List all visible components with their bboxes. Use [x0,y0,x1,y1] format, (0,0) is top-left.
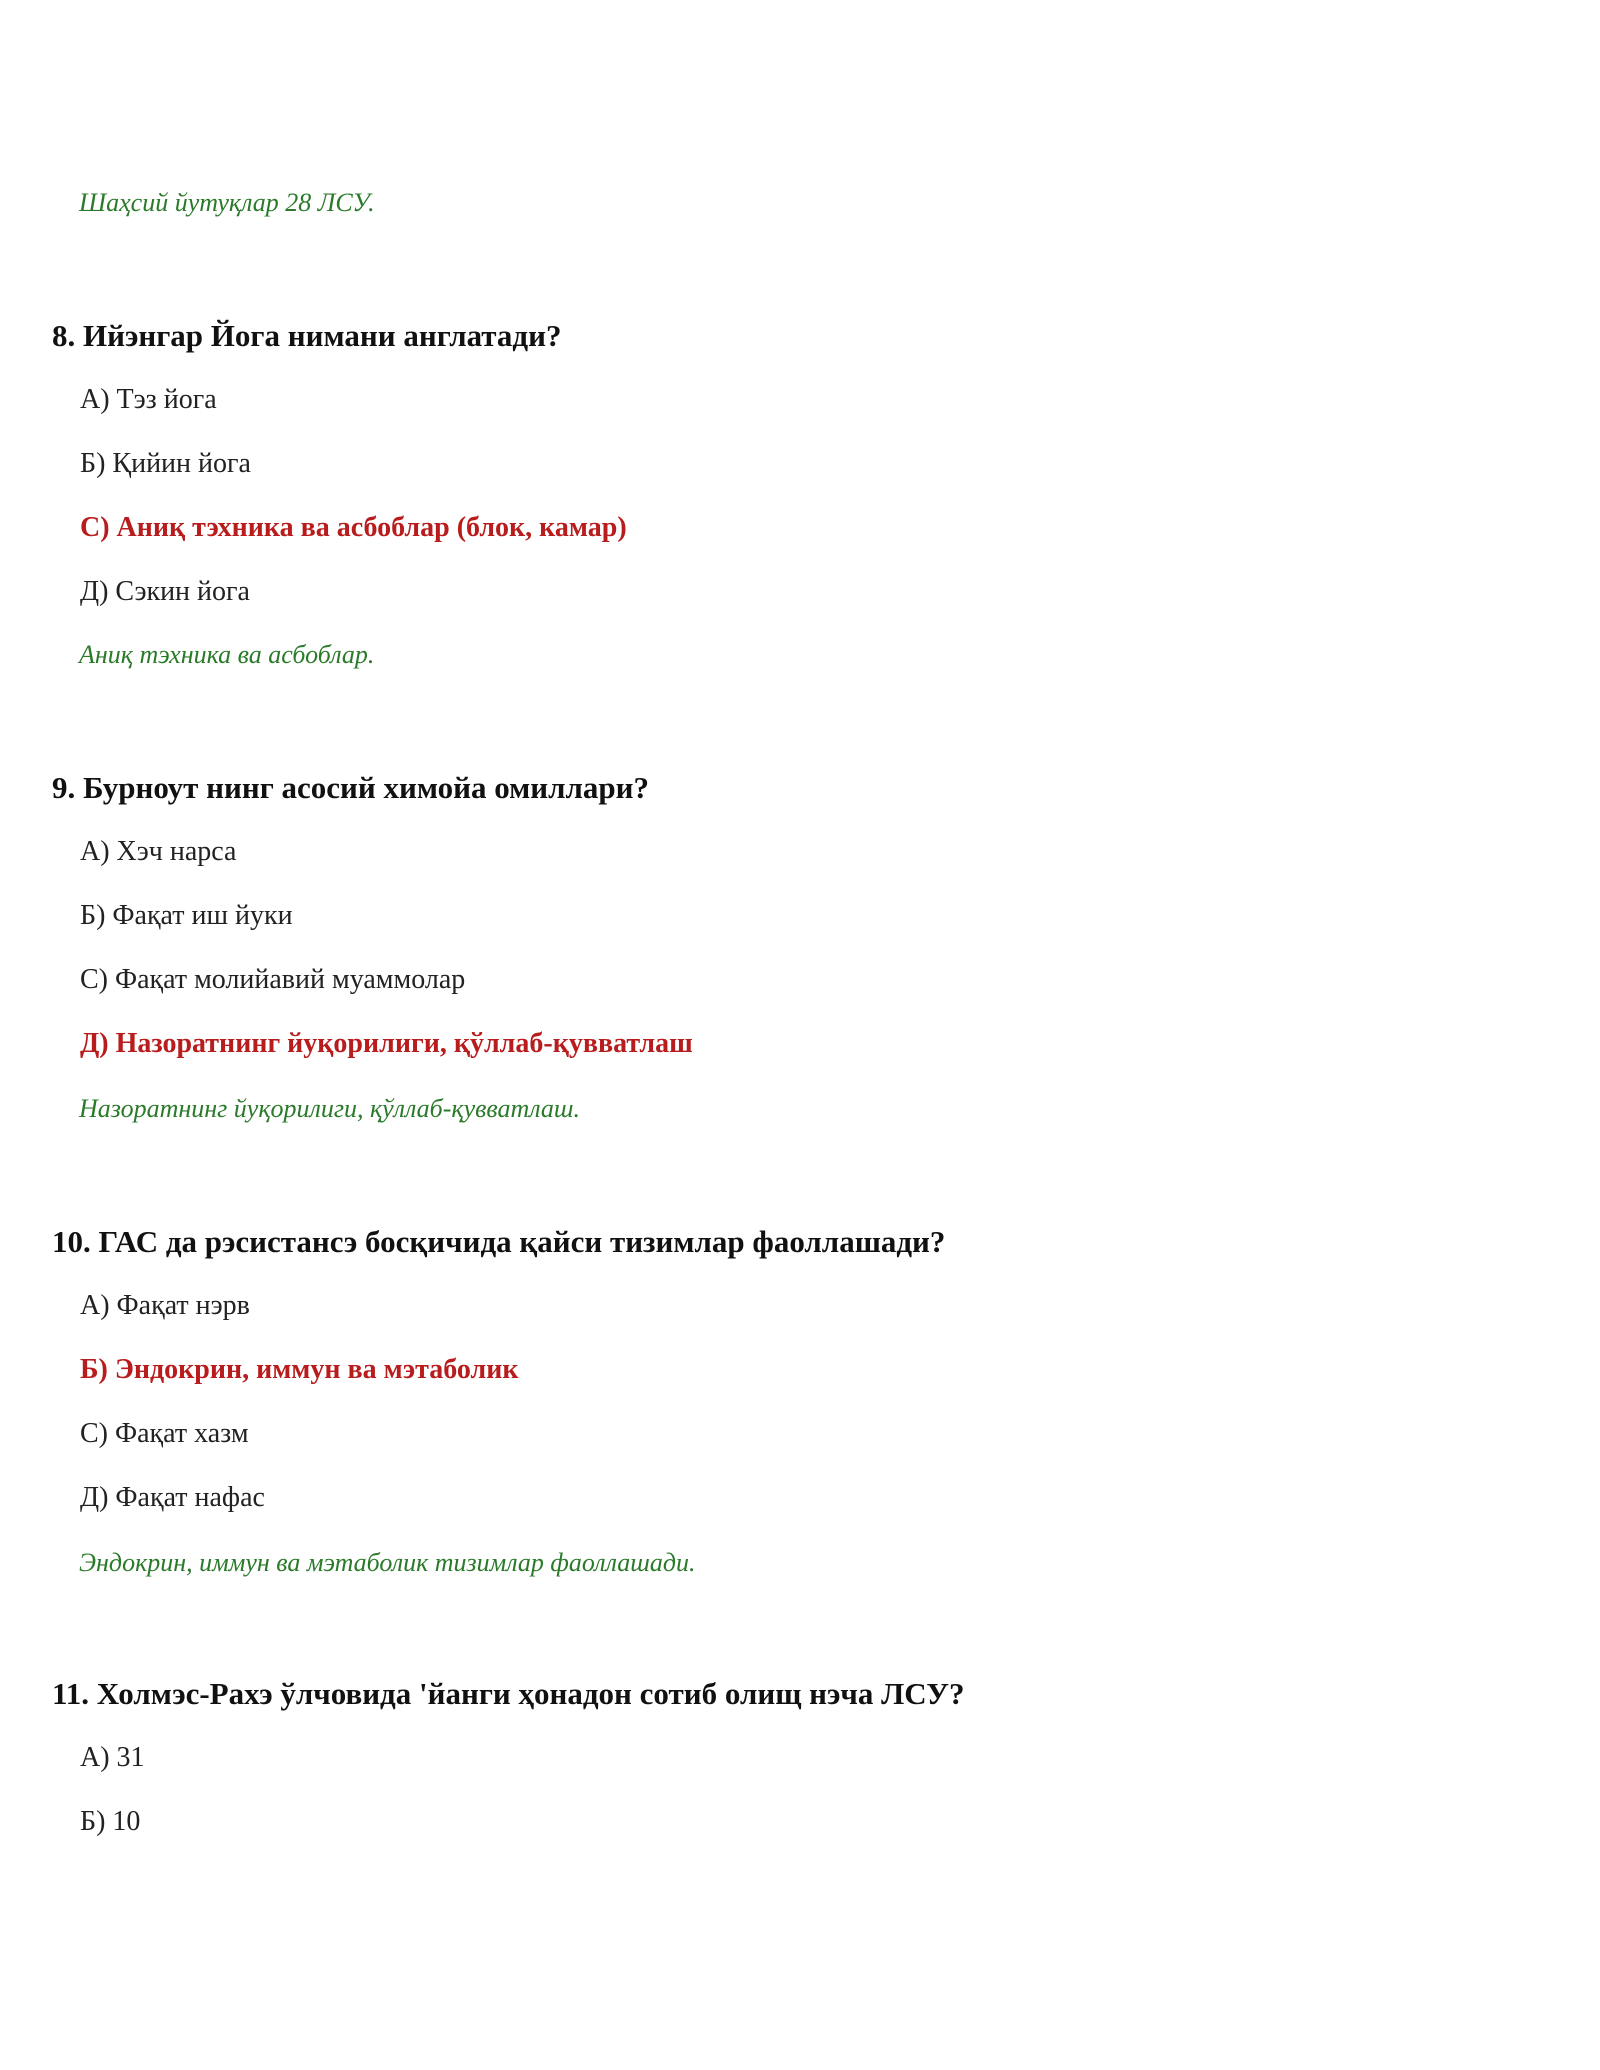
question-11-option-b: Б) 10 [80,1806,141,1837]
question-8-option-c-correct: С) Аниқ тэхника ва асбоблар (блок, камар) [80,512,627,543]
question-8-title: 8. Ийэнгар Йога нимани англатади? [52,318,562,353]
question-9-title: 9. Бурноут нинг асосий химойа омиллари? [52,770,649,805]
intro-explanation: Шаҳсий йутуқлар 28 ЛСУ. [79,188,375,217]
question-9-option-b: Б) Фақат иш йуки [80,900,293,931]
question-10-option-c: С) Фақат хазм [80,1418,249,1449]
question-10-option-d: Д) Фақат нафас [80,1482,265,1513]
question-9-explanation: Назоратнинг йуқорилиги, қўллаб-қувватлаш. [79,1094,581,1123]
question-8-option-a: А) Тэз йога [80,384,217,415]
question-10-explanation: Эндокрин, иммун ва мэтаболик тизимлар фаоллашади. [79,1548,696,1577]
question-9-option-d-correct: Д) Назоратнинг йуқорилиги, қўллаб-қувватлаш [80,1028,693,1059]
question-8-option-d: Д) Сэкин йога [80,576,250,607]
question-8-explanation: Аниқ тэхника ва асбоблар. [79,640,375,669]
question-8-option-b: Б) Қийин йога [80,448,251,479]
question-9-option-a: А) Хэч нарса [80,836,237,867]
question-10-option-a: А) Фақат нэрв [80,1290,250,1321]
question-10-title: 10. ГАС да рэсистансэ босқичида қайси тизимлар фаоллашади? [52,1224,946,1259]
question-10-option-b-correct: Б) Эндокрин, иммун ва мэтаболик [80,1354,519,1385]
question-11-option-a: А) 31 [80,1742,145,1773]
question-11-title: 11. Холмэс-Рахэ ўлчовида 'йанги ҳонадон сотиб олищ нэча ЛСУ? [52,1676,965,1711]
question-9-option-c: С) Фақат молийавий муаммолар [80,964,466,995]
